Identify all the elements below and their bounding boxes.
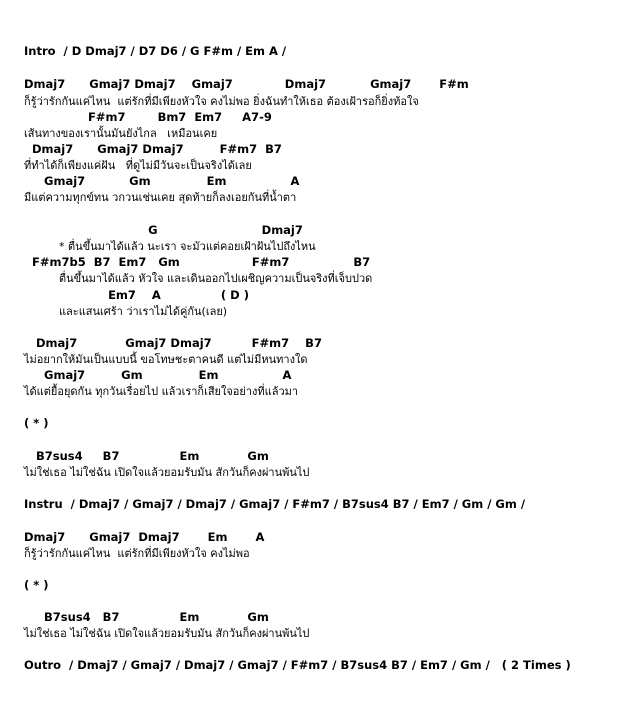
lyric-line: ก็รู้ว่ารักกันแค่ไหน แต่รักที่มีเพียงหัวใจ คงไม่พอ	[24, 547, 250, 560]
lyric-line: ไม่อยากให้มันเป็นแบบนี้ ขอโทษชะตาคนดี แต่ไม่มีหนทางใด	[24, 353, 308, 366]
chorus-repeat-mark: ( * )	[24, 578, 49, 592]
lyric-line: ก็รู้ว่ารักกันแค่ไหน แต่รักที่มีเพียงหัวใจ คงไม่พอ ยิ่งฉันทำให้เธอ ต้องเฝ้ารอก็ยิ่งท้อใจ	[24, 95, 419, 108]
chord-line: B7sus4 B7 Em Gm	[24, 449, 269, 463]
chord-line: Em7 A ( D )	[24, 288, 249, 302]
chord-line: F#m7b5 B7 Em7 Gm F#m7 B7	[24, 255, 371, 269]
chord-line: G Dmaj7	[24, 223, 303, 237]
chord-line: Dmaj7 Gmaj7 Dmaj7 Em A	[24, 530, 265, 544]
lyric-line: ไม่ใช่เธอ ไม่ใช่ฉัน เปิดใจแล้วยอมรับมัน สักวันก็คงผ่านพ้นไป	[24, 466, 310, 479]
lyric-line: * ตื่นขึ้นมาได้แล้ว นะเรา จะมัวแต่คอยเฝ้าฝันไปถึงไหน	[24, 240, 316, 253]
chord-line: F#m7 Bm7 Em7 A7-9	[24, 110, 272, 124]
lyric-line: ที่ทำได้ก็เพียงแค่ฝัน ที่ดูไม่มีวันจะเป็นจริงได้เลย	[24, 159, 252, 172]
lyric-line: ไม่ใช่เธอ ไม่ใช่ฉัน เปิดใจแล้วยอมรับมัน สักวันก็คงผ่านพ้นไป	[24, 627, 310, 640]
outro-line: Outro / Dmaj7 / Gmaj7 / Dmaj7 / Gmaj7 / F#m7 / B7sus4 B7 / Em7 / Gm / ( 2 Times )	[24, 658, 571, 672]
lyric-line: มีแต่ความทุกข์ทน วกวนเช่นเคย สุดท้ายก็ลงเอยกันที่น้ำตา	[24, 191, 297, 204]
chord-line: Dmaj7 Gmaj7 Dmaj7 Gmaj7 Dmaj7 Gmaj7 F#m	[24, 77, 469, 91]
lyric-line: ได้แต่ยื้อยุดกัน ทุกวันเรื่อยไป แล้วเราก็เสียใจอย่างที่แล้วมา	[24, 385, 299, 398]
chorus-repeat-mark: ( * )	[24, 416, 49, 430]
chord-line: Dmaj7 Gmaj7 Dmaj7 F#m7 B7	[24, 336, 322, 350]
chord-line: Dmaj7 Gmaj7 Dmaj7 F#m7 B7	[24, 142, 282, 156]
chord-line: Gmaj7 Gm Em A	[24, 174, 300, 188]
instru-line: Instru / Dmaj7 / Gmaj7 / Dmaj7 / Gmaj7 / F#m7 / B7sus4 B7 / Em7 / Gm / Gm /	[24, 497, 526, 511]
lyric-line: ตื่นขึ้นมาได้แล้ว หัวใจ และเดินออกไปเผชิญความเป็นจริงที่เจ็บปวด	[24, 272, 373, 285]
chord-line: B7sus4 B7 Em Gm	[24, 610, 269, 624]
lyric-line: เส้นทางของเรานั้นมันยังไกล เหมือนเคย	[24, 127, 218, 140]
intro-line: Intro / D Dmaj7 / D7 D6 / G F#m / Em A /	[24, 44, 287, 58]
chord-line: Gmaj7 Gm Em A	[24, 368, 292, 382]
lyric-line: และแสนเศร้า ว่าเราไม่ได้คู่กัน(เลย)	[24, 305, 228, 318]
